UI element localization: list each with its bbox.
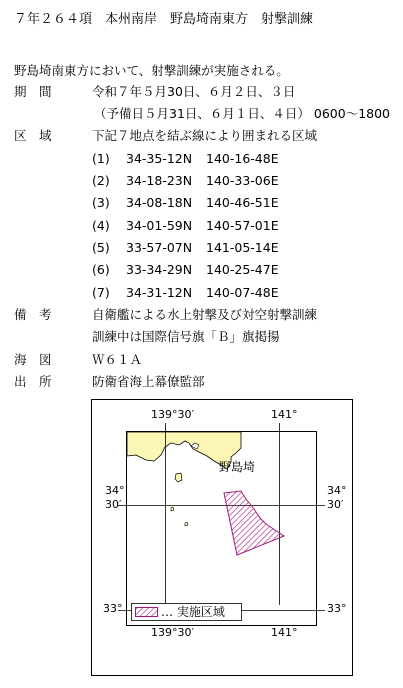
source-label: 出 所: [14, 374, 52, 389]
point-number: (6): [92, 262, 110, 277]
lat-label-left-deg: 34°: [105, 484, 125, 497]
legend-swatch: [136, 608, 158, 617]
period-label: 期 間: [14, 84, 52, 99]
point-lat: 34-31-12N: [126, 285, 193, 300]
chart-number: Ｗ６１Ａ: [92, 352, 143, 367]
point-number: (3): [92, 195, 110, 210]
remarks-line-2: 訓練中は国際信号旗「Ｂ」旗掲揚: [92, 329, 280, 344]
lon-label-top-right: 141°: [271, 408, 298, 421]
area-point-3: [92, 195, 279, 210]
point-lon: 140-25-47E: [206, 262, 279, 277]
point-lat: 34-35-12N: [126, 151, 193, 166]
notice-intro: 野島埼南東方において、射撃訓練が実施される。: [14, 63, 289, 78]
lon-label-top-left: 139°30′: [151, 408, 194, 421]
area-label: 区 域: [14, 128, 52, 143]
lon-label-bottom-right: 141°: [271, 626, 298, 639]
point-lat: 34-08-18N: [126, 195, 193, 210]
notice-title: ７年２６４項 本州南岸 野島埼南東方 射撃訓練: [14, 12, 314, 27]
area-point-2: [92, 173, 279, 188]
area-map: [91, 399, 353, 676]
remarks-label: 備 考: [14, 307, 52, 322]
point-lon: 140-57-01E: [206, 218, 279, 233]
lat-label-right-min: 30′: [327, 498, 344, 511]
place-label-nojimazaki: 野島埼: [219, 460, 256, 474]
point-lon: 140-46-51E: [206, 195, 279, 210]
point-number: (2): [92, 173, 110, 188]
point-lat: 33-34-29N: [126, 262, 193, 277]
point-lat: 33-57-07N: [126, 240, 193, 255]
point-lon: 140-07-48E: [206, 285, 279, 300]
area-point-4: [92, 218, 279, 233]
point-number: (1): [92, 151, 110, 166]
period-dates: 令和７年５月30日、６月２日、３日: [92, 84, 296, 99]
lat-label-bottom-left: 33°: [103, 602, 123, 615]
lat-label-right-deg: 34°: [327, 484, 347, 497]
point-lat: 34-01-59N: [126, 218, 193, 233]
area-description: 下記７地点を結ぶ線により囲まれる区域: [92, 128, 318, 143]
point-number: (5): [92, 240, 110, 255]
remarks-line-1: 自衛艦による水上射撃及び対空射撃訓練: [92, 307, 318, 322]
source-value: 防衛省海上幕僚監部: [92, 374, 205, 389]
area-point-6: [92, 262, 279, 277]
point-lon: 140-16-48E: [206, 151, 279, 166]
area-point-1: [92, 151, 279, 166]
point-number: (4): [92, 218, 110, 233]
period-reserve: （予備日５月31日、６月１日、４日） 0600～1800: [94, 106, 391, 121]
lat-label-bottom-right: 33°: [327, 602, 347, 615]
map-graphic: [91, 399, 353, 676]
area-point-5: [92, 240, 279, 255]
area-point-7: [92, 285, 279, 300]
point-number: (7): [92, 285, 110, 300]
point-lon: 140-33-06E: [206, 173, 279, 188]
lon-label-bottom-left: 139°30′: [151, 626, 194, 639]
point-lon: 141-05-14E: [206, 240, 279, 255]
point-lat: 34-18-23N: [126, 173, 193, 188]
legend-label: … 実施区域: [161, 605, 225, 619]
lat-label-left-min: 30′: [105, 498, 122, 511]
chart-label: 海 図: [14, 352, 52, 367]
